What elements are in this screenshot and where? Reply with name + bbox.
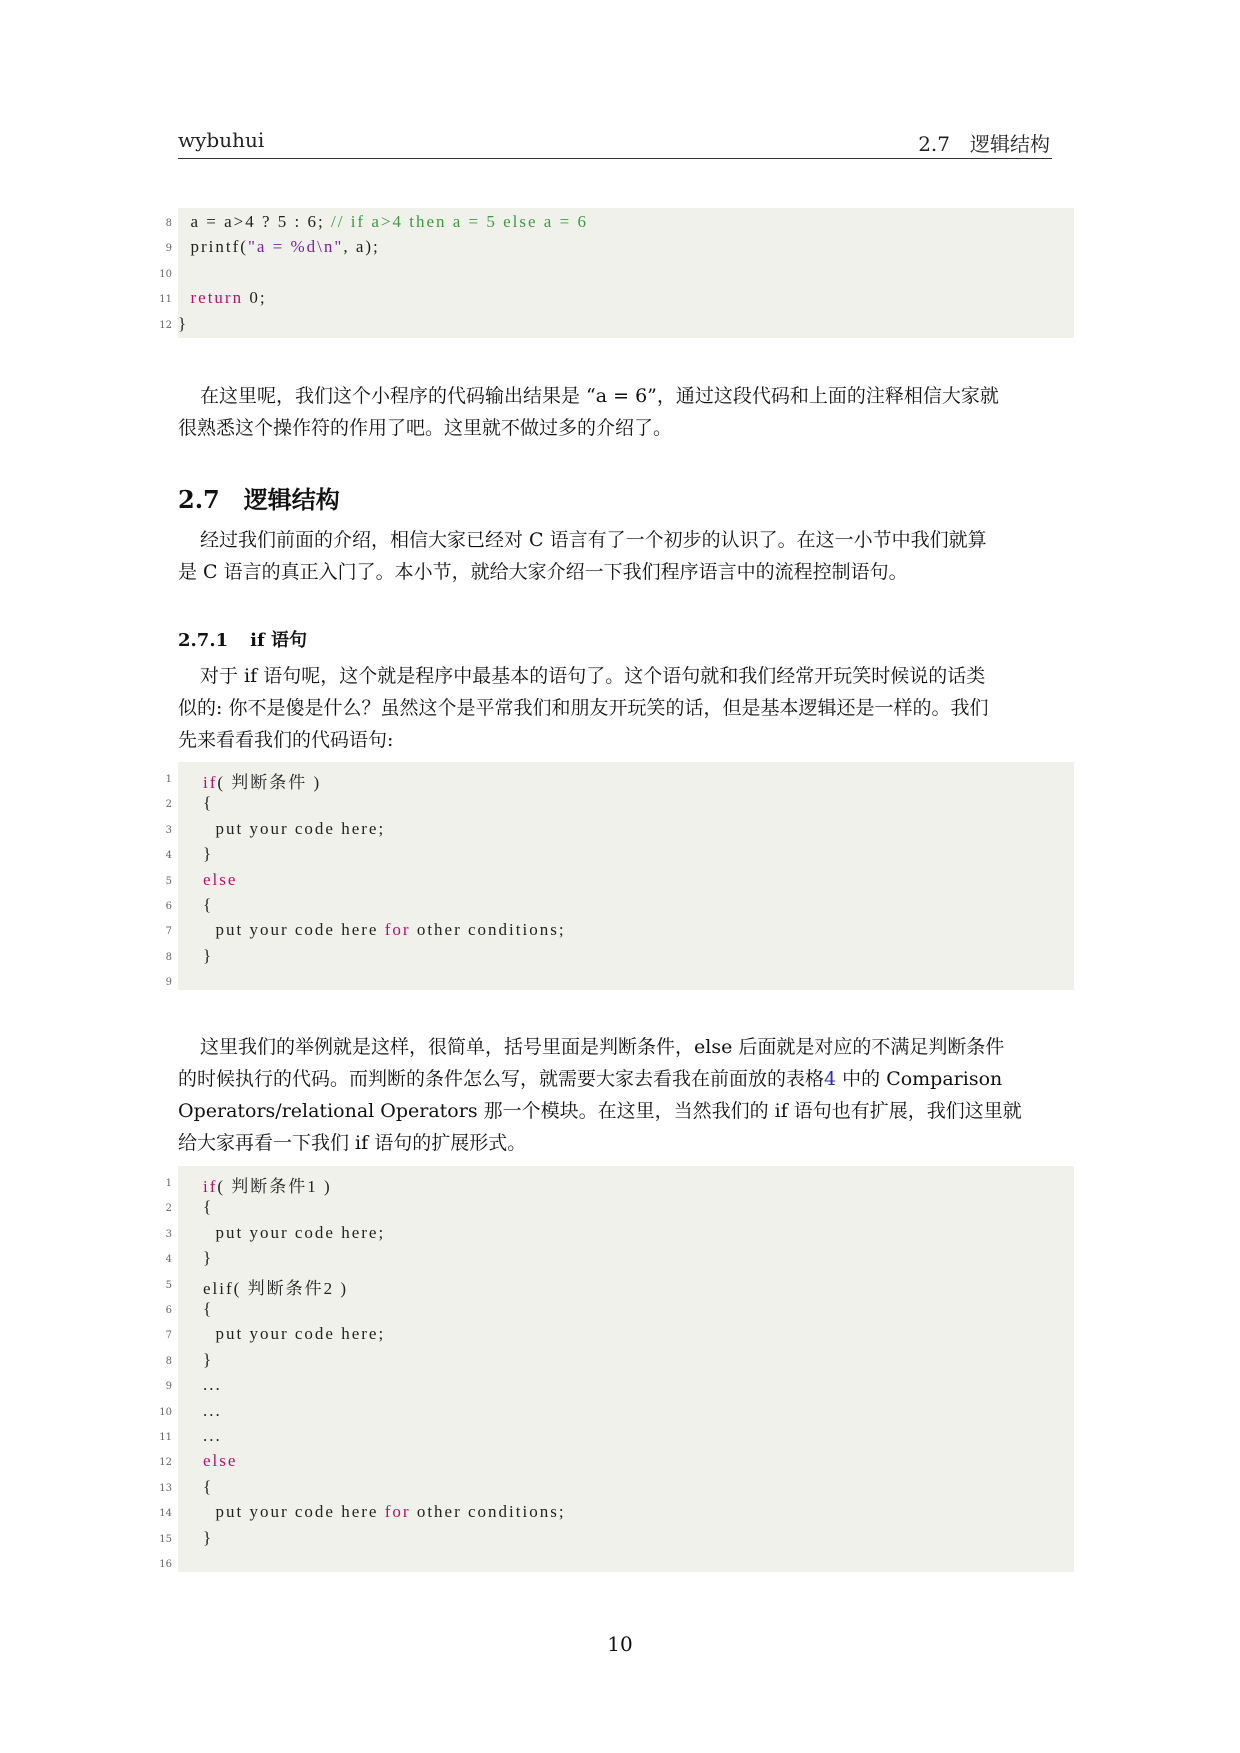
paragraph-text: 很熟悉这个操作符的作用了吧。这里就不做过多的介绍了。 (178, 417, 673, 439)
code-text (178, 1172, 332, 1197)
code-token: other conditions; (410, 920, 566, 940)
code-token: put your code here (178, 920, 385, 940)
paragraph-if-explanation (178, 1031, 1076, 1159)
code-token: ... (178, 1400, 222, 1420)
code-token: put your code here; (178, 818, 386, 838)
code-line (165, 235, 1074, 261)
code-token: } (178, 313, 189, 333)
code-line (159, 1526, 1074, 1552)
line-number: 2 (165, 799, 172, 811)
code-text (178, 212, 588, 232)
code-keyword: else (203, 869, 238, 889)
paragraph-text: 中的 Comparison (836, 1068, 1003, 1090)
code-line (159, 1449, 1074, 1475)
paragraph-if-intro (178, 660, 1076, 756)
code-token: elif( 判断条件2 ) (178, 1278, 348, 1298)
code-text (178, 1477, 213, 1497)
code-text (178, 1451, 237, 1471)
code-text (178, 1299, 213, 1319)
paragraph-line (178, 692, 1076, 724)
paragraph-line (178, 1031, 1076, 1063)
line-number: 2 (165, 1203, 172, 1215)
code-token: put your code here (178, 1502, 385, 1522)
running-header (178, 128, 1052, 159)
code-token: { (178, 895, 214, 914)
paragraph-line (178, 1095, 1076, 1127)
line-number: 8 (165, 951, 172, 963)
code-text (178, 920, 566, 940)
code-token: { (178, 793, 214, 813)
code-line (165, 969, 1074, 995)
code-text (178, 1528, 213, 1548)
paragraph-text: Operators/relational Operators 那一个模块。在这里，当然我们的 if 语句也有扩展，我们这里就 (178, 1100, 1022, 1122)
code-text (178, 288, 267, 308)
code-token: } (178, 945, 214, 965)
code-text (178, 1223, 385, 1243)
code-line (159, 1500, 1074, 1526)
code-text (178, 1248, 213, 1268)
code-line (165, 1170, 1074, 1196)
code-line (165, 1246, 1074, 1272)
line-number: 14 (159, 1508, 172, 1520)
code-keyword: else (203, 1451, 238, 1471)
code-line (165, 868, 1074, 894)
code-keyword: for (384, 1502, 411, 1522)
code-line (165, 1272, 1074, 1298)
line-number: 10 (159, 1406, 172, 1418)
page-number: 10 (607, 1632, 633, 1656)
code-line (165, 210, 1074, 236)
code-token: { (178, 1476, 214, 1496)
section-title-text: 逻辑结构 (243, 485, 340, 514)
paragraph-text: 是 C 语言的真正入门了。本小节，就给大家介绍一下我们程序语言中的流程控制语句。 (178, 561, 908, 583)
subsection-heading (178, 626, 307, 652)
code-line (165, 766, 1074, 792)
code-line (165, 817, 1074, 843)
line-number: 16 (159, 1559, 172, 1570)
code-line (165, 893, 1074, 919)
code-text (178, 946, 213, 966)
code-text (178, 793, 213, 813)
code-token: } (178, 1349, 214, 1369)
line-number: 10 (159, 268, 172, 280)
paragraph-logic-intro (178, 524, 1076, 588)
line-number: 15 (159, 1533, 172, 1545)
code-text (178, 1502, 566, 1522)
line-number: 1 (165, 774, 172, 785)
code-line (165, 791, 1074, 817)
code-line (165, 842, 1074, 868)
code-text (178, 819, 385, 839)
paragraph-line (178, 524, 1076, 556)
code-line (159, 261, 1074, 287)
code-line (165, 1297, 1074, 1323)
code-line (165, 944, 1074, 970)
code-keyword: if (203, 1177, 218, 1196)
code-token: put your code here; (178, 1222, 386, 1242)
line-number: 5 (165, 875, 172, 887)
code-token: printf( (178, 237, 248, 257)
line-number: 12 (159, 319, 172, 331)
paragraph-line (178, 660, 1076, 692)
code-text (178, 237, 380, 257)
line-number: 13 (159, 1482, 172, 1494)
code-token (178, 288, 191, 307)
code-text (178, 1426, 222, 1446)
paragraph-ternary-result (178, 380, 1076, 444)
code-line (165, 1348, 1074, 1374)
code-token: other conditions; (410, 1502, 566, 1522)
code-block-if-elif-else (159, 1166, 1074, 1572)
line-number: 3 (165, 1228, 172, 1240)
line-number: 9 (165, 1381, 172, 1393)
line-number: 1 (165, 1178, 172, 1189)
line-number: 3 (165, 824, 172, 836)
line-number: 6 (165, 901, 172, 912)
subsection-number: 2.7.1 (178, 630, 229, 651)
code-text (178, 1324, 385, 1344)
paragraph-line (178, 412, 1076, 444)
paragraph-text: 的时候执行的代码。而判断的条件怎么写，就需要大家去看我在前面放的表格 (178, 1068, 825, 1090)
code-token: put your code here; (178, 1324, 386, 1344)
code-token: { (178, 1197, 214, 1217)
line-number: 8 (165, 218, 172, 229)
code-token (178, 1177, 203, 1196)
code-line (159, 1475, 1074, 1501)
paragraph-text: 似的: 你不是傻是什么？虽然这个是平常我们和朋友开玩笑的话，但是基本逻辑还是一样的。我们 (178, 697, 989, 719)
code-token: 0; (243, 288, 267, 308)
code-keyword: return (190, 288, 244, 308)
header-author: wybuhui (178, 128, 265, 152)
line-number: 7 (165, 1330, 172, 1342)
code-line (165, 1322, 1074, 1348)
code-line (159, 312, 1074, 338)
code-token: } (178, 1248, 214, 1268)
line-number: 6 (165, 1305, 172, 1316)
code-keyword: if (203, 773, 218, 792)
line-number: 5 (165, 1279, 172, 1291)
code-text (178, 1350, 213, 1370)
code-text (178, 895, 213, 915)
code-token (178, 870, 203, 889)
line-number: 11 (159, 294, 172, 306)
code-text (178, 768, 321, 793)
paragraph-text: 先来看看我们的代码语句: (178, 729, 394, 751)
paragraph-line (178, 556, 1076, 588)
code-token: , a); (343, 237, 380, 257)
code-token (178, 773, 203, 792)
code-text (178, 1375, 222, 1395)
paragraph-line (178, 380, 1076, 412)
header-section: 2.7 逻辑结构 (918, 132, 1050, 156)
line-number: 9 (165, 977, 172, 989)
subsection-title-text: if 语句 (250, 630, 307, 651)
code-line (165, 1195, 1074, 1221)
line-number: 11 (159, 1432, 172, 1443)
paragraph-text: 给大家再看一下我们 if 语句的扩展形式。 (178, 1132, 527, 1154)
section-number: 2.7 (178, 485, 220, 514)
line-number: 12 (159, 1457, 172, 1469)
code-text (178, 844, 213, 864)
code-block-if-else (165, 762, 1074, 990)
code-text (178, 1197, 213, 1217)
paragraph-line (178, 1127, 1076, 1159)
line-number: 7 (165, 926, 172, 938)
paragraph-line (178, 724, 1076, 756)
code-token: ( 判断条件 ) (217, 773, 322, 792)
code-string: "a = %d\n" (247, 237, 344, 257)
code-line (159, 1424, 1074, 1450)
code-keyword: for (384, 920, 411, 940)
code-line (165, 1373, 1074, 1399)
code-text (178, 314, 188, 334)
code-block-ternary (159, 208, 1074, 338)
code-token: a = a>4 ? 5 : 6; (178, 212, 332, 231)
code-token: { (178, 1299, 214, 1318)
code-token: ... (178, 1426, 222, 1445)
code-line (165, 918, 1074, 944)
line-number: 4 (165, 850, 172, 862)
code-text (178, 1274, 348, 1299)
table-reference-link[interactable]: 4 (824, 1068, 837, 1090)
code-text (178, 1401, 222, 1421)
code-line (159, 286, 1074, 312)
line-number: 4 (165, 1254, 172, 1266)
code-token: ( 判断条件1 ) (217, 1177, 332, 1196)
code-line (159, 1399, 1074, 1425)
code-token: } (178, 1527, 214, 1547)
line-number: 9 (165, 243, 172, 255)
paragraph-text: 在这里呢，我们这个小程序的代码输出结果是 “a = 6”，通过这段代码和上面的注释相信大家就 (200, 385, 999, 407)
code-text (178, 870, 237, 890)
paragraph-text: 经过我们前面的介绍，相信大家已经对 C 语言有了一个初步的认识了。在这一小节中我们就算 (200, 529, 987, 551)
line-number: 8 (165, 1355, 172, 1367)
code-comment: // if a>4 then a = 5 else a = 6 (331, 212, 588, 231)
paragraph-line (178, 1063, 1076, 1095)
paragraph-text: 对于 if 语句呢，这个就是程序中最基本的语句了。这个语句就和我们经常开玩笑时候说的话类 (200, 665, 986, 687)
code-token (178, 1451, 203, 1470)
code-token: } (178, 844, 214, 864)
code-token: ... (178, 1375, 222, 1395)
code-line (165, 1221, 1074, 1247)
paragraph-text: 这里我们的举例就是这样，很简单，括号里面是判断条件，else 后面就是对应的不满足判断条件 (200, 1036, 1005, 1058)
section-heading (178, 480, 340, 515)
code-line (159, 1551, 1074, 1577)
